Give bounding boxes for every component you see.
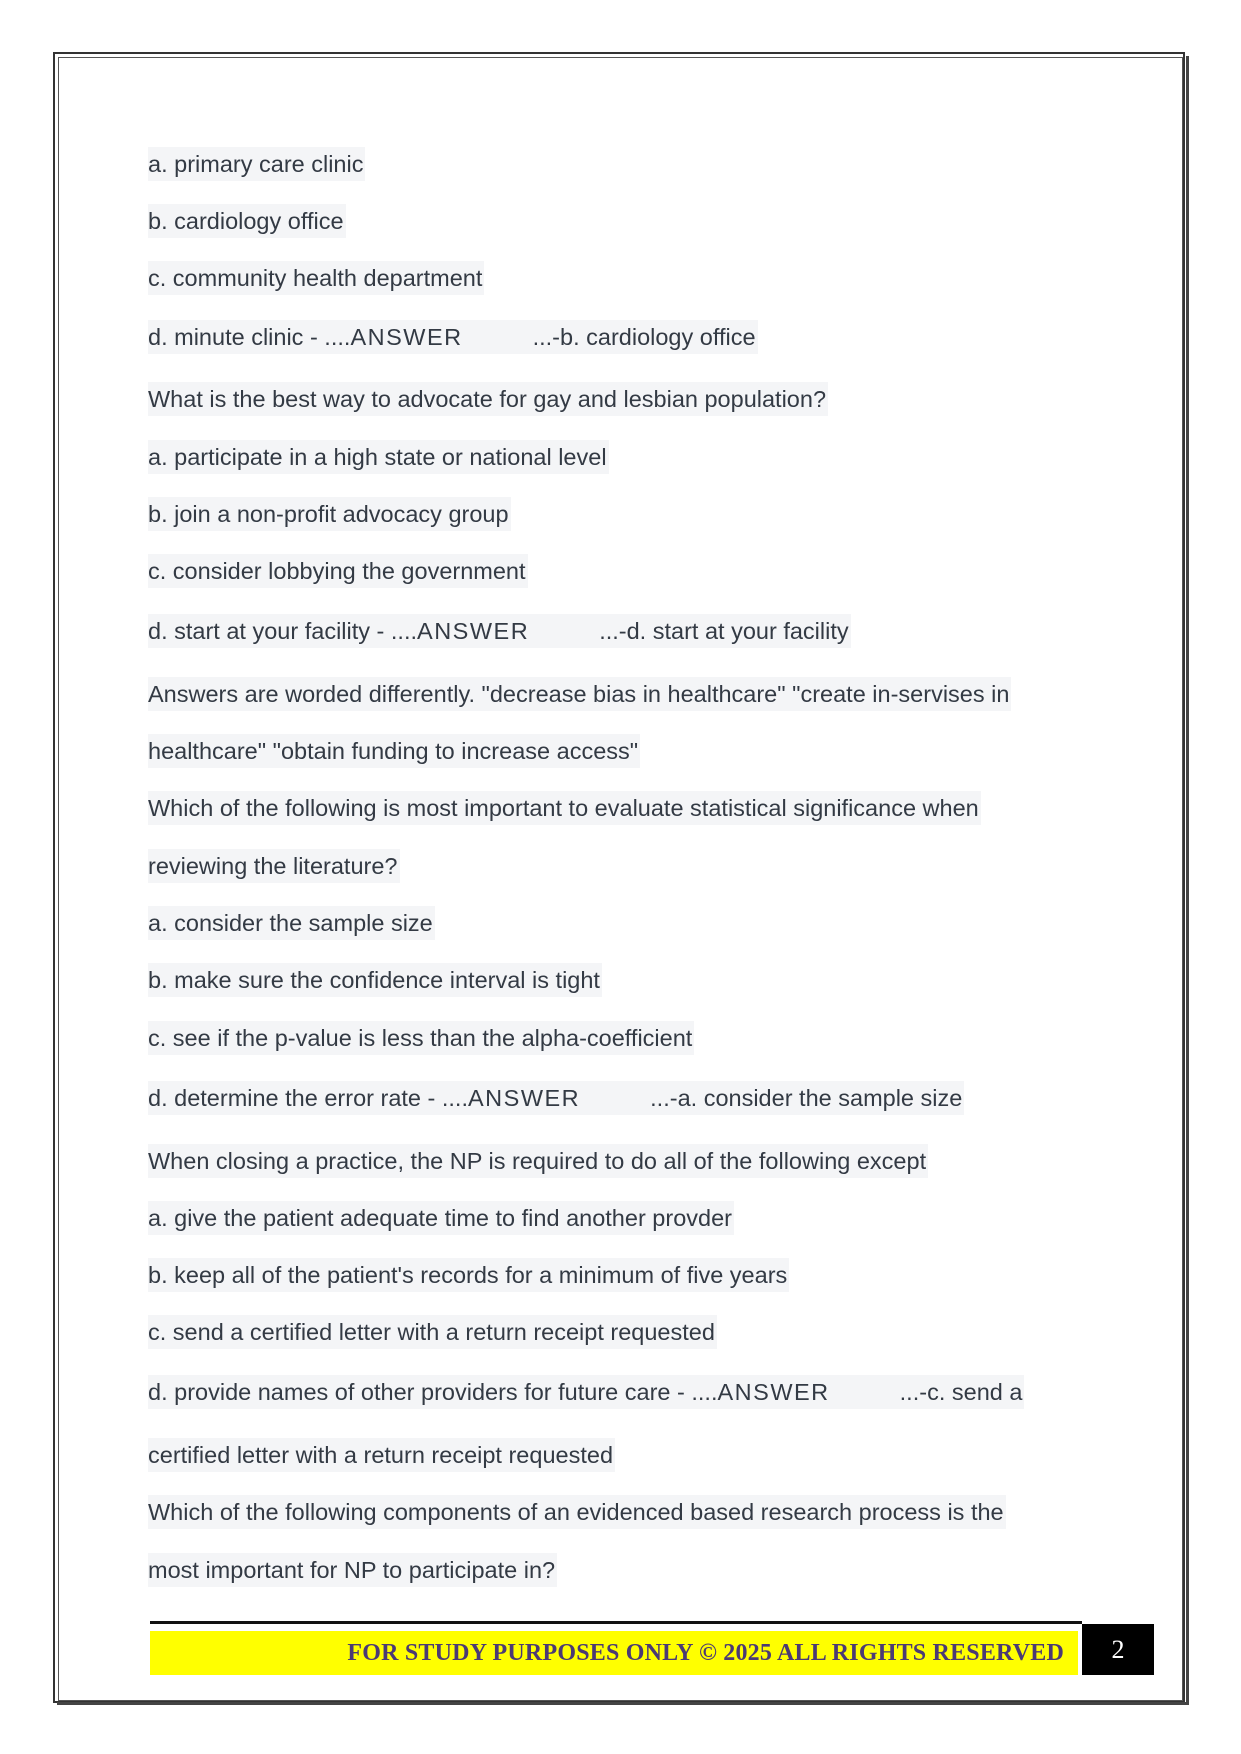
answer-line — [148, 1081, 964, 1115]
answer-question-part: d. start at your facility - .... — [148, 618, 418, 644]
text-line: b. keep all of the patient's records for a minimum of five years — [148, 1258, 789, 1292]
question-line: What is the best way to advocate for gay and lesbian population? — [148, 382, 828, 416]
answer-line — [148, 320, 758, 354]
footer-rule — [150, 1621, 1082, 1624]
answer-line — [148, 614, 851, 648]
text-line: a. participate in a high state or national level — [148, 440, 609, 474]
text-line: b. make sure the confidence interval is tight — [148, 963, 602, 997]
text-line: a. give the patient adequate time to find another provder — [148, 1201, 734, 1235]
text-line: c. consider lobbying the government — [148, 554, 528, 588]
question-line: When closing a practice, the NP is required to do all of the following except — [148, 1144, 928, 1178]
page-number: 2 — [1082, 1624, 1154, 1675]
text-line: c. community health department — [148, 261, 484, 295]
footer-notice: FOR STUDY PURPOSES ONLY © 2025 ALL RIGHTS RESERVED — [347, 1639, 1064, 1666]
text-line: certified letter with a return receipt requested — [148, 1438, 615, 1472]
answer-label: ANSWER — [468, 1085, 581, 1111]
answer-question-part: d. determine the error rate - .... — [148, 1085, 468, 1111]
answer-label: ANSWER — [417, 618, 530, 644]
text-line: c. send a certified letter with a return receipt requested — [148, 1315, 717, 1349]
answer-value: ...-d. start at your facility — [599, 618, 849, 644]
question-line: Which of the following is most important to evaluate statistical significance when — [148, 791, 981, 825]
page-border-shadow-right — [1186, 56, 1189, 1705]
answer-label: ANSWER — [717, 1379, 830, 1405]
text-line: a. primary care clinic — [148, 147, 365, 181]
answer-value: ...-c. send a — [899, 1379, 1023, 1405]
text-line: a. consider the sample size — [148, 906, 435, 940]
question-line: most important for NP to participate in? — [148, 1553, 557, 1587]
answer-question-part: d. provide names of other providers for future care - .... — [148, 1379, 718, 1405]
text-line: b. join a non-profit advocacy group — [148, 497, 511, 531]
answer-value: ...-b. cardiology office — [532, 324, 756, 350]
answer-value: ...-a. consider the sample size — [650, 1085, 963, 1111]
page-border-shadow-bottom — [57, 1702, 1189, 1705]
footer-banner — [150, 1631, 1078, 1675]
text-line: c. see if the p-value is less than the alpha-coefficient — [148, 1021, 694, 1055]
question-line: Which of the following components of an evidenced based research process is the — [148, 1495, 1006, 1529]
question-line: reviewing the literature? — [148, 849, 400, 883]
text-line: b. cardiology office — [148, 204, 346, 238]
answer-label: ANSWER — [350, 324, 463, 350]
answer-line — [148, 1375, 1024, 1409]
answer-question-part: d. minute clinic - .... — [148, 324, 351, 350]
text-line: healthcare" "obtain funding to increase access" — [148, 734, 640, 768]
text-line: Answers are worded differently. "decrease bias in healthcare" "create in-servises in — [148, 677, 1011, 711]
